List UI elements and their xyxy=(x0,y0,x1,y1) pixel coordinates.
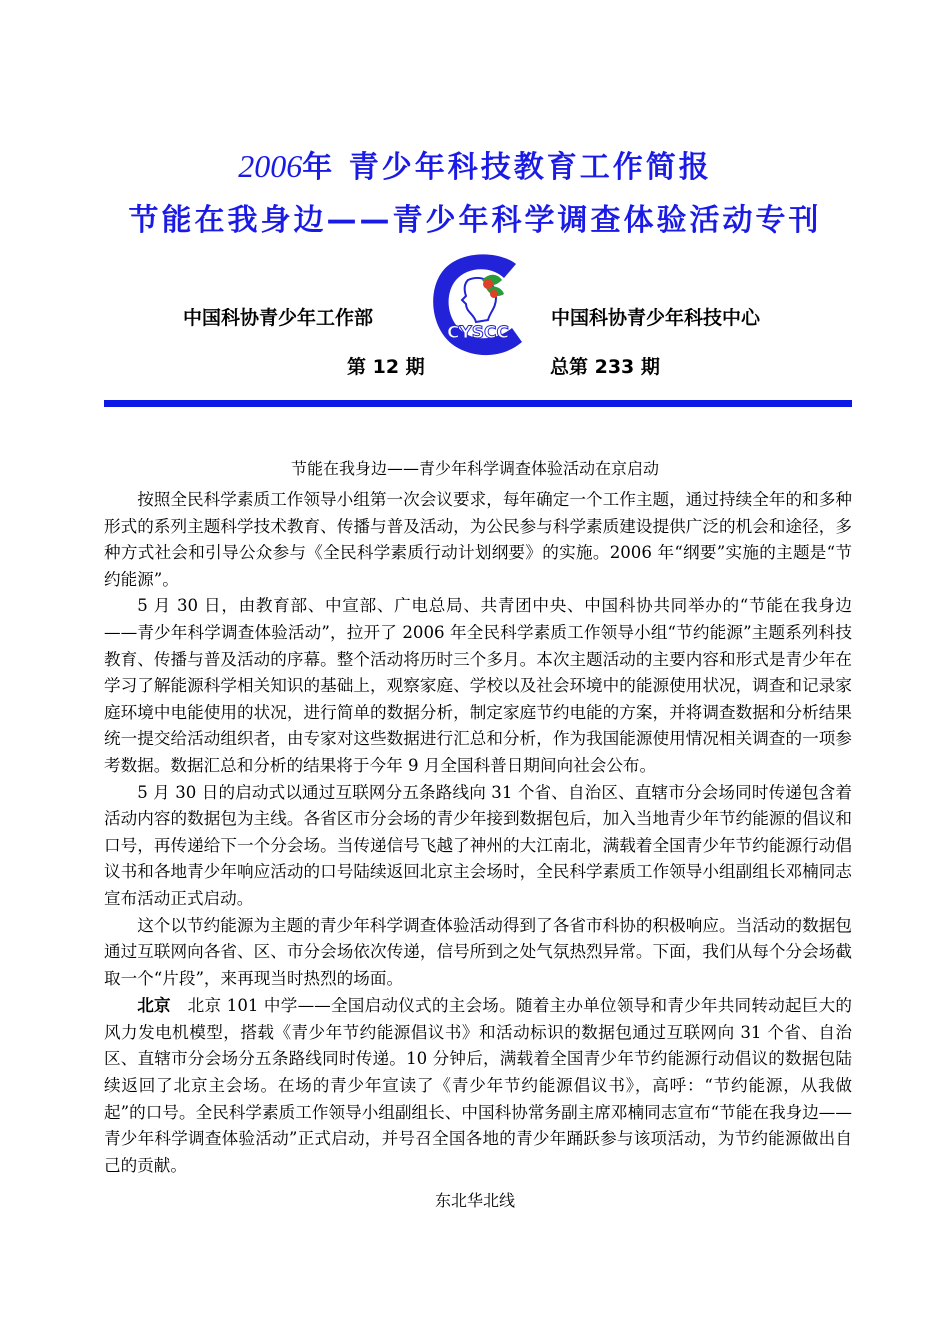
paragraph: 这个以节约能源为主题的青少年科学调查体验活动得到了各省市科协的积极响应。当活动的数据包通过互联网向各省、区、市分会场依次传递，信号所到之处气氛热烈异常。下面，我们从每个分会场截取一个“片段”，来再现当时热烈的场面。 xyxy=(104,915,852,988)
bulletin-title-year: 2006 xyxy=(238,148,303,184)
cyscc-logo xyxy=(428,250,528,360)
paragraph: 5 月 30 日的启动式以通过互联网分五条路线向 31 个省、自治区、直辖市分会场同时传递包含着活动内容的数据包为主线。各省区市分会场的青少年接到数据包后，加入当地青少年节约能源的倡议和口号，再传递给下一个分会场。当传递信号飞越了神州的大江南北，满载着全国青少年节约能源行动倡议书和各地青少年响应活动的口号陆续返回北京主会场时，全民科学素质工作领导小组副组长邓楠同志宣布活动正式启动。 xyxy=(104,782,852,908)
issue-number: 第 12 期 xyxy=(347,356,425,378)
header-divider xyxy=(104,400,852,407)
article-body xyxy=(104,487,852,1179)
paragraph-beijing xyxy=(104,992,852,1179)
special-issue-title: 节能在我身边——青少年科学调查体验活动专刊 xyxy=(128,203,822,238)
paragraph: 按照全民科学素质工作领导小组第一次会议要求，每年确定一个工作主题，通过持续全年的和多种形式的系列主题科学技术教育、传播与普及活动，为公民参与科学素质建设提供广泛的机会和途径，多种方式社会和引导公众参与《全民科学素质行动计划纲要》的实施。2006 年“纲要”实施的主题是“节约能源”。 xyxy=(104,490,852,589)
section-heading: 东北华北线 xyxy=(434,1191,515,1210)
logo-text: CYSCC xyxy=(447,323,509,343)
bulletin-title-text: 年 青少年科技教育工作简报 xyxy=(302,150,712,185)
beijing-lead: 北京 xyxy=(137,995,171,1016)
beijing-text: 北京 101 中学——全国启动仪式的主会场。随着主办单位领导和青少年共同转动起巨大的风力发电机模型，搭载《青少年节约能源倡议书》和活动标识的数据包通过互联网向 31 个省、自治区、直辖市分会场分五条路线同时传递。10 分钟后，满载着全国青少年节约能源行动倡议的数据包陆续返回了北京主会场。在场的青少年宣读了《青少年节约能源倡议书》，高呼：“节约能源，从我做起”的口号。全民科学素质工作领导小组副组长、中国科协常务副主席邓楠同志宣布“节能在我身边——青少年科学调查体验活动”正式启动，并号召全国各地的青少年踊跃参与该项活动，为节约能源做出自己的贡献。 xyxy=(104,996,852,1175)
publisher-left: 中国科协青少年工作部 xyxy=(183,307,374,329)
bulletin-title xyxy=(0,142,950,186)
publisher-right: 中国科协青少年科技中心 xyxy=(551,307,761,329)
issue-total: 总第 233 期 xyxy=(550,356,660,378)
article-title: 节能在我身边——青少年科学调查体验活动在京启动 xyxy=(290,459,659,478)
paragraph: 5 月 30 日，由教育部、中宣部、广电总局、共青团中央、中国科协共同举办的“节能在我身边——青少年科学调查体验活动”，拉开了 2006 年全民科学素质工作领导小组“节约能源”主题系列科技教育、传播与普及活动的序幕。整个活动将历时三个多月。本次主题活动的主要内容和形式是青少年在学习了解能源科学相关知识的基础上，观察家庭、学校以及社会环境中的能源使用状况，调查和记录家庭环境中电能使用的状况，进行简单的数据分析，制定家庭节约电能的方案，并将调查数据和分析结果统一提交给活动组织者，由专家对这些数据进行汇总和分析，作为我国能源使用情况相关调查的一项参考数据。数据汇总和分析的结果将于今年 9 月全国科普日期间向社会公布。 xyxy=(104,596,852,775)
